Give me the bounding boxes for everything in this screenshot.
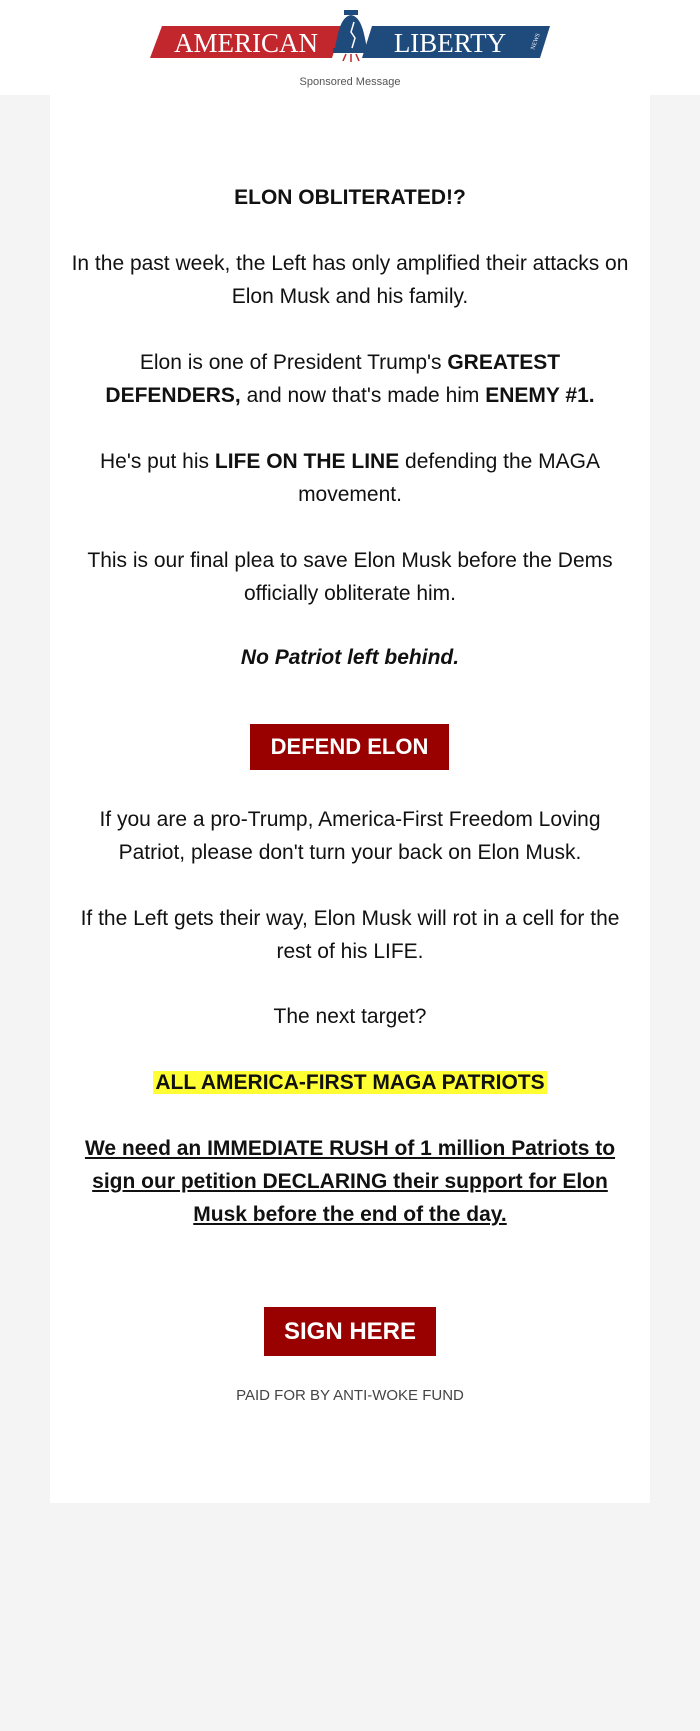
life-on-the-line-text: LIFE ON THE LINE [214, 450, 400, 473]
paragraph-life-c: defending the MAGA movement. [298, 450, 601, 506]
petition-call-to-action[interactable]: We need an IMMEDIATE RUSH of 1 million Patriots to sign our petition DECLARING their support for Elon Musk before the end of the day. [84, 1137, 616, 1226]
enemy-number-one-text: ENEMY #1. [485, 384, 595, 407]
logo-news-tag: NEWS [530, 32, 542, 51]
email-header [0, 0, 700, 95]
headline: ELON OBLITERATED!? [234, 186, 466, 209]
paragraph-rot-in-cell: If the Left gets their way, Elon Musk will rot in a cell for the rest of his LIFE. [80, 907, 620, 963]
logo-right-word: LIBERTY [393, 28, 507, 58]
paragraph-life-a: He's put his [99, 450, 215, 473]
paragraph-defenders [70, 346, 630, 412]
no-patriot-left-behind: No Patriot left behind. [240, 646, 460, 669]
paragraph-defenders-a: Elon is one of President Trump's [139, 351, 448, 374]
american-liberty-logo[interactable] [150, 8, 552, 62]
greatest-defenders-text: GREATEST DEFENDERS, [105, 351, 561, 407]
defend-elon-button[interactable]: DEFEND ELON [250, 724, 449, 770]
paragraph-attacks: In the past week, the Left has only amplified their attacks on Elon Musk and his family. [71, 252, 629, 308]
highlight-line [70, 1066, 630, 1099]
maga-patriots-highlight: ALL AMERICA-FIRST MAGA PATRIOTS [155, 1071, 545, 1094]
paid-for-disclaimer: PAID FOR BY ANTI-WOKE FUND [236, 1387, 464, 1404]
paragraph-next-target: The next target? [273, 1005, 427, 1028]
email-body [50, 95, 650, 1503]
sponsored-label: Sponsored Message [299, 76, 401, 88]
paragraph-final-plea: This is our final plea to save Elon Musk before the Dems officially obliterate him. [87, 549, 613, 605]
paragraph-defenders-c: and now that's made him [240, 384, 486, 407]
paragraph-life-on-line [70, 445, 630, 511]
paragraph-pro-trump: If you are a pro-Trump, America-First Freedom Loving Patriot, please don't turn your back on Elon Musk. [99, 808, 601, 864]
sign-here-button[interactable]: SIGN HERE [264, 1307, 436, 1356]
logo-left-word: AMERICAN [173, 28, 319, 58]
